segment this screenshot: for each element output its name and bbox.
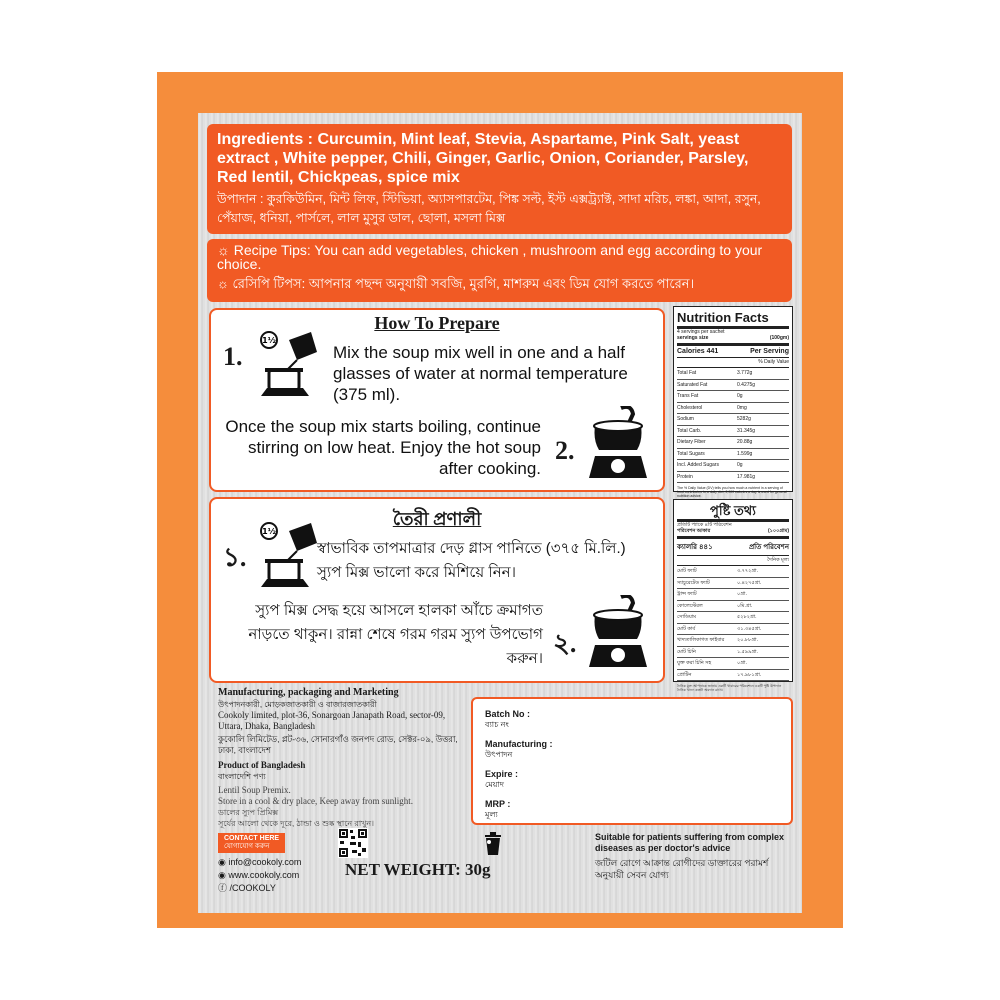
website-row: ◉ www.cookoly.com xyxy=(218,870,300,880)
suitability-bn: জটিল রোগে আক্রান্ত রোগীদের ডাক্তারের পরামর্শ অনুযায়ী সেবন যোগ্য xyxy=(595,858,769,880)
manufacturing-label: Manufacturing : xyxy=(485,739,553,749)
nutrient-rows-bn xyxy=(677,566,789,681)
how-to-prepare-card xyxy=(209,308,665,492)
nutrient-label: খাদ্যতালিকাগত ফাইবার xyxy=(677,637,725,643)
calories-row: Calories 441 Per Serving xyxy=(677,343,789,358)
manufacturer-heading-bn: উৎপাদনকারী, মোড়কজাতকারী ও বাজারজাতকারী xyxy=(218,700,377,709)
email-icon: ◉ xyxy=(218,857,229,867)
nutrient-row xyxy=(677,601,789,613)
servings-per-pack: 4 servings per sachet xyxy=(677,329,725,335)
svg-text:1½: 1½ xyxy=(262,527,276,536)
nutrient-row xyxy=(677,647,789,659)
ingredients-box xyxy=(207,124,792,234)
nutrient-value: 0mg xyxy=(737,404,747,411)
nutrient-label: মোট চিনি xyxy=(677,648,696,655)
mrp-label-bn: মূল্য xyxy=(485,810,498,819)
nutrition-facts-bn-title: পুষ্টি তথ্য xyxy=(677,503,789,522)
daily-value-header: % Daily Value xyxy=(677,358,789,368)
nutrient-rows xyxy=(677,368,789,483)
nutrient-row xyxy=(677,566,789,578)
origin-label-bn: বাংলাদেশি পণ্য xyxy=(218,772,266,781)
storage-instructions-bn: সূর্যের আলো থেকে দূরে, ঠান্ডা ও শুষ্ক স্থানে রাখুন। xyxy=(218,819,375,828)
nutrient-value: ০গ্রা. xyxy=(737,591,747,597)
nutrient-label: Trans Fat xyxy=(677,393,699,399)
nutrition-footnote: The % Daily Value (DV) tells you how much a nutrient in a serving of food contributes to a daily diet. 2,000 calories a day is used for general nutrition advice. xyxy=(677,486,787,498)
nutrient-label: Total Carb. xyxy=(677,427,702,434)
nutrient-value: 20.88g xyxy=(737,439,753,445)
step-2-number: 2. xyxy=(555,436,575,465)
nutrient-row xyxy=(677,472,789,484)
stirring-pot-icon xyxy=(585,595,651,671)
nutrient-label: স্যাচুরেটেড ফ্যাট xyxy=(677,579,710,586)
nutrient-row xyxy=(677,449,789,461)
nutrient-row xyxy=(677,368,789,380)
nutrient-value: 0g xyxy=(737,393,743,399)
email-row: ◉ info@cookoly.com xyxy=(218,857,302,867)
step-2-text-bn: স্যুপ মিক্স সেদ্ধ হয়ে আসলে হালকা আঁচে ক্রমাগত নাড়তে থাকুন। রান্না শেষে গরম গরম স্যুপ উপভোগ করুন। xyxy=(248,602,543,667)
nutrition-footnote-bn: দৈনিক মূল্য আপনাকে জানায় একটি খাবারের পরিবেশনে একটি পুষ্টি উপাদান দৈনিক খাদ্যে কতটা অবদান রাখে। xyxy=(677,684,782,692)
nutrient-label: Saturated Fat xyxy=(677,381,708,388)
nutrient-row xyxy=(677,578,789,590)
how-to-prepare-bn-card xyxy=(209,497,665,683)
nutrient-value: 3.772g xyxy=(737,370,753,376)
step-1-text-bn: স্বাভাবিক তাপমাত্রার দেড় গ্লাস পানিতে (৩৭৫ মি.লি.) স্যুপ মিক্স ভালো করে মিশিয়ে নিন। xyxy=(317,540,626,581)
trash-bin-icon xyxy=(483,832,503,856)
ingredients-en: Ingredients : Curcumin, Mint leaf, Stevia, Aspartame, Pink Salt, yeast extract , White pepper, Chili, Ginger, Garlic, Onion, Coriander, Parsley, Red lentil, Chickpeas, spice mix xyxy=(217,131,749,186)
daily-value-header-bn: দৈনিক মূল্য xyxy=(677,556,789,566)
nutrient-row xyxy=(677,391,789,403)
expire-label: Expire : xyxy=(485,769,519,779)
nutrient-row xyxy=(677,380,789,392)
nutrient-label: Dietary Fiber xyxy=(677,439,706,445)
nutrition-facts-bn-panel xyxy=(673,499,793,692)
nutrient-label: কোলেস্টেরল xyxy=(677,602,703,609)
nutrient-value: ০.৪২৭৫গ্রা. xyxy=(737,579,762,586)
nutrient-value: 5282g xyxy=(737,416,751,422)
product-name-bn: ডালের স্যুপ প্রিমিক্স xyxy=(218,808,279,817)
nutrient-label: Cholesterol xyxy=(677,404,703,411)
nutrient-row xyxy=(677,635,789,647)
net-weight: NET WEIGHT: 30g xyxy=(345,860,491,879)
nutrient-value: ০গ্রা. xyxy=(737,660,747,666)
nutrient-value: ২০.৮৮গ্রা. xyxy=(737,637,758,643)
origin-label: Product of Bangladesh xyxy=(218,760,306,770)
serving-size-row-bn: পরিবেশন আকার (১০০গ্রাম) xyxy=(677,528,789,534)
how-to-prepare-title: How To Prepare xyxy=(374,313,500,333)
facebook-row: ⓕ /COOKOLY xyxy=(218,883,276,893)
batch-info-box xyxy=(471,697,793,825)
nutrient-row xyxy=(677,460,789,472)
step-1-number: 1. xyxy=(223,342,243,371)
nutrient-label: Sodium xyxy=(677,416,694,422)
nutrition-facts-panel xyxy=(673,306,793,498)
step-1-number-bn: ১. xyxy=(223,543,247,572)
servings-per-pack-bn: প্রতিটি প্যাকে ৪টি পরিবেশন xyxy=(677,522,732,528)
manufacturer-address-bn: কুকোলি লিমিটেড, প্লট-৩৬, সোনারগাঁও জনপদ রোড, সেক্টর-০৯, উত্তরা, ঢাকা, বাংলাদেশ xyxy=(218,734,458,755)
how-to-prepare-bn-title: তৈরী প্রণালী xyxy=(392,509,482,529)
lightbulb-icon: ☼ xyxy=(217,276,233,291)
nutrient-value: ৩.৭৭২গ্রা. xyxy=(737,568,758,574)
nutrient-value: 31.345g xyxy=(737,427,756,434)
step-1-text: Mix the soup mix well in one and a half glasses of water at normal temperature (375 ml). xyxy=(333,343,628,404)
facebook-icon: ⓕ xyxy=(218,883,230,893)
expire-label-bn: মেয়াদ xyxy=(485,780,504,789)
nutrient-label: Incl. Added Sugars xyxy=(677,462,719,468)
nutrient-label: Total Fat xyxy=(677,370,697,376)
mrp-label: MRP : xyxy=(485,799,511,809)
recipe-tips-box xyxy=(207,239,792,302)
stirring-pot-icon xyxy=(585,406,651,482)
nutrient-value: ৩১.৩৪৫গ্রা. xyxy=(737,625,762,632)
nutrient-label: ট্রান্স ফ্যাট xyxy=(677,591,697,597)
storage-instructions: Store in a cool & dry place, Keep away from sunlight. xyxy=(218,796,413,806)
nutrient-row xyxy=(677,414,789,426)
svg-text:1½: 1½ xyxy=(262,336,276,345)
nutrient-label: যুক্ত করা চিনি সহ xyxy=(677,660,712,666)
nutrient-label: প্রোটিন xyxy=(677,671,692,678)
step-2-number-bn: ২. xyxy=(553,629,577,658)
nutrient-row xyxy=(677,658,789,670)
nutrient-value: ১.৫৯৯গ্রা. xyxy=(737,648,758,655)
nutrient-row xyxy=(677,426,789,438)
nutrient-value: ১৭.৯৮১গ্রা. xyxy=(737,671,762,678)
recipe-tips-bn: ☼ রেসিপি টিপস: আপনার পছন্দ অনুযায়ী সবজি, মুরগি, মাশরুম এবং ডিম যোগ করতে পারেন। xyxy=(217,276,695,291)
batch-no-label-bn: ব্যাচ নং xyxy=(485,720,509,729)
globe-icon: ◉ xyxy=(218,870,229,880)
nutrient-row xyxy=(677,670,789,682)
nutrient-label: মোট কার্ব xyxy=(677,625,696,632)
step-2-text: Once the soup mix starts boiling, continue stirring on low heat. Enjoy the hot soup after cooking. xyxy=(225,417,541,478)
product-name: Lentil Soup Premix. xyxy=(218,785,291,795)
nutrient-row xyxy=(677,624,789,636)
nutrient-value: 1.599g xyxy=(737,450,753,457)
nutrient-label: Protein xyxy=(677,473,693,480)
recipe-tips-en: ☼ Recipe Tips: You can add vegetables, chicken , mushroom and egg according to your choice. xyxy=(217,242,763,272)
calories-row-bn: ক্যালরি ৪৪১ প্রতি পরিবেশন xyxy=(677,536,789,556)
nutrient-label: Total Sugars xyxy=(677,450,705,457)
batch-no-label: Batch No : xyxy=(485,709,530,719)
contact-here-button: CONTACT HERE যোগাযোগ করুন xyxy=(218,833,285,853)
lightbulb-icon: ☼ xyxy=(217,242,234,258)
nutrient-value: 0g xyxy=(737,462,743,468)
nutrient-value: ০মি.গ্রা. xyxy=(737,602,753,609)
nutrient-value: ৫২৮২গ্রা. xyxy=(737,614,757,620)
nutrient-label: মোট ফ্যাট xyxy=(677,568,697,574)
suitability-en: Suitable for patients suffering from complex diseases as per doctor's advice xyxy=(595,832,785,853)
nutrient-row xyxy=(677,403,789,415)
manufacturing-label-bn: উৎপাদন xyxy=(485,750,513,759)
manufacturer-address: Cookoly limited, plot-36, Sonargoan Janapath Road, sector-09, Uttara, Dhaka, Bangladesh xyxy=(218,710,446,731)
nutrient-label: সোডিয়াম xyxy=(677,614,697,620)
nutrient-value: 17.981g xyxy=(737,473,756,480)
nutrient-value: 0.4275g xyxy=(737,381,756,388)
nutrient-row xyxy=(677,612,789,624)
pour-pot-icon xyxy=(255,330,325,402)
nutrient-row xyxy=(677,437,789,449)
manufacturer-heading: Manufacturing, packaging and Marketing xyxy=(218,687,399,698)
nutrition-facts-title: Nutrition Facts xyxy=(677,310,789,329)
serving-size-row: servings size (100gm) xyxy=(677,335,789,341)
ingredients-bn: উপাদান : কুরকিউমিন, মিন্ট লিফ, স্টিভিয়া, অ্যাসপারটেম, পিঙ্ক সল্ট, ইস্ট এক্সট্র্যাক্ট, সাদা মরিচ, লঙ্কা, আদা, রসুন, পেঁয়াজ, ধনিয়া, পার্সলে, লাল মুসুর ডাল, ছোলা, মসলা মিক্স xyxy=(217,192,761,225)
nutrient-row xyxy=(677,589,789,601)
pour-pot-icon xyxy=(255,521,325,593)
suitability-note xyxy=(595,832,795,881)
qr-code-icon xyxy=(338,828,368,858)
